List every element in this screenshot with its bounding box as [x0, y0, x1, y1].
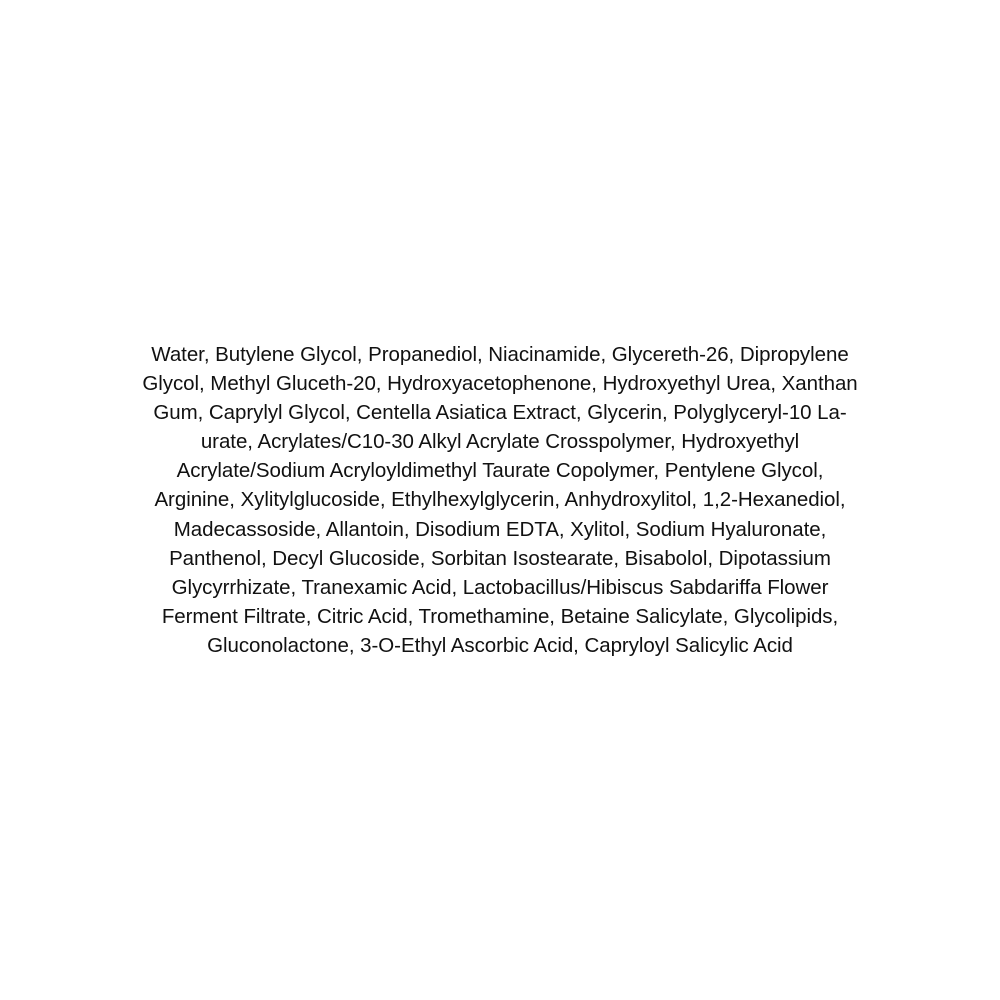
ingredients-line: Glycol, Methyl Gluceth-20, Hydroxyacetophenone, Hydroxyethyl Urea, Xanthan	[142, 372, 858, 396]
ingredients-line: Gluconolactone, 3-O-Ethyl Ascorbic Acid, Capryloyl Salicylic Acid	[207, 633, 793, 657]
ingredients-line: Panthenol, Decyl Glucoside, Sorbitan Isostearate, Bisabolol, Dipotassium	[169, 546, 831, 570]
ingredients-list	[80, 340, 920, 660]
ingredients-line: Glycyrrhizate, Tranexamic Acid, Lactobacillus/Hibiscus Sabdariffa Flower	[171, 575, 829, 599]
ingredients-line: Arginine, Xylitylglucoside, Ethylhexylglycerin, Anhydroxylitol, 1,2-Hexanediol,	[154, 488, 846, 512]
ingredients-line: Madecassoside, Allantoin, Disodium EDTA, Xylitol, Sodium Hyaluronate,	[173, 517, 827, 541]
ingredients-line: Gum, Caprylyl Glycol, Centella Asiatica Extract, Glycerin, Polyglyceryl-10 La-	[153, 401, 847, 425]
ingredients-line: Acrylate/Sodium Acryloyldimethyl Taurate Copolymer, Pentylene Glycol,	[176, 459, 824, 483]
ingredients-line: urate, Acrylates/C10-30 Alkyl Acrylate Crosspolymer, Hydroxyethyl	[200, 430, 800, 454]
ingredients-line: Ferment Filtrate, Citric Acid, Tromethamine, Betaine Salicylate, Glycolipids,	[161, 604, 839, 628]
ingredients-line: Water, Butylene Glycol, Propanediol, Niacinamide, Glycereth-26, Dipropylene	[151, 343, 849, 366]
